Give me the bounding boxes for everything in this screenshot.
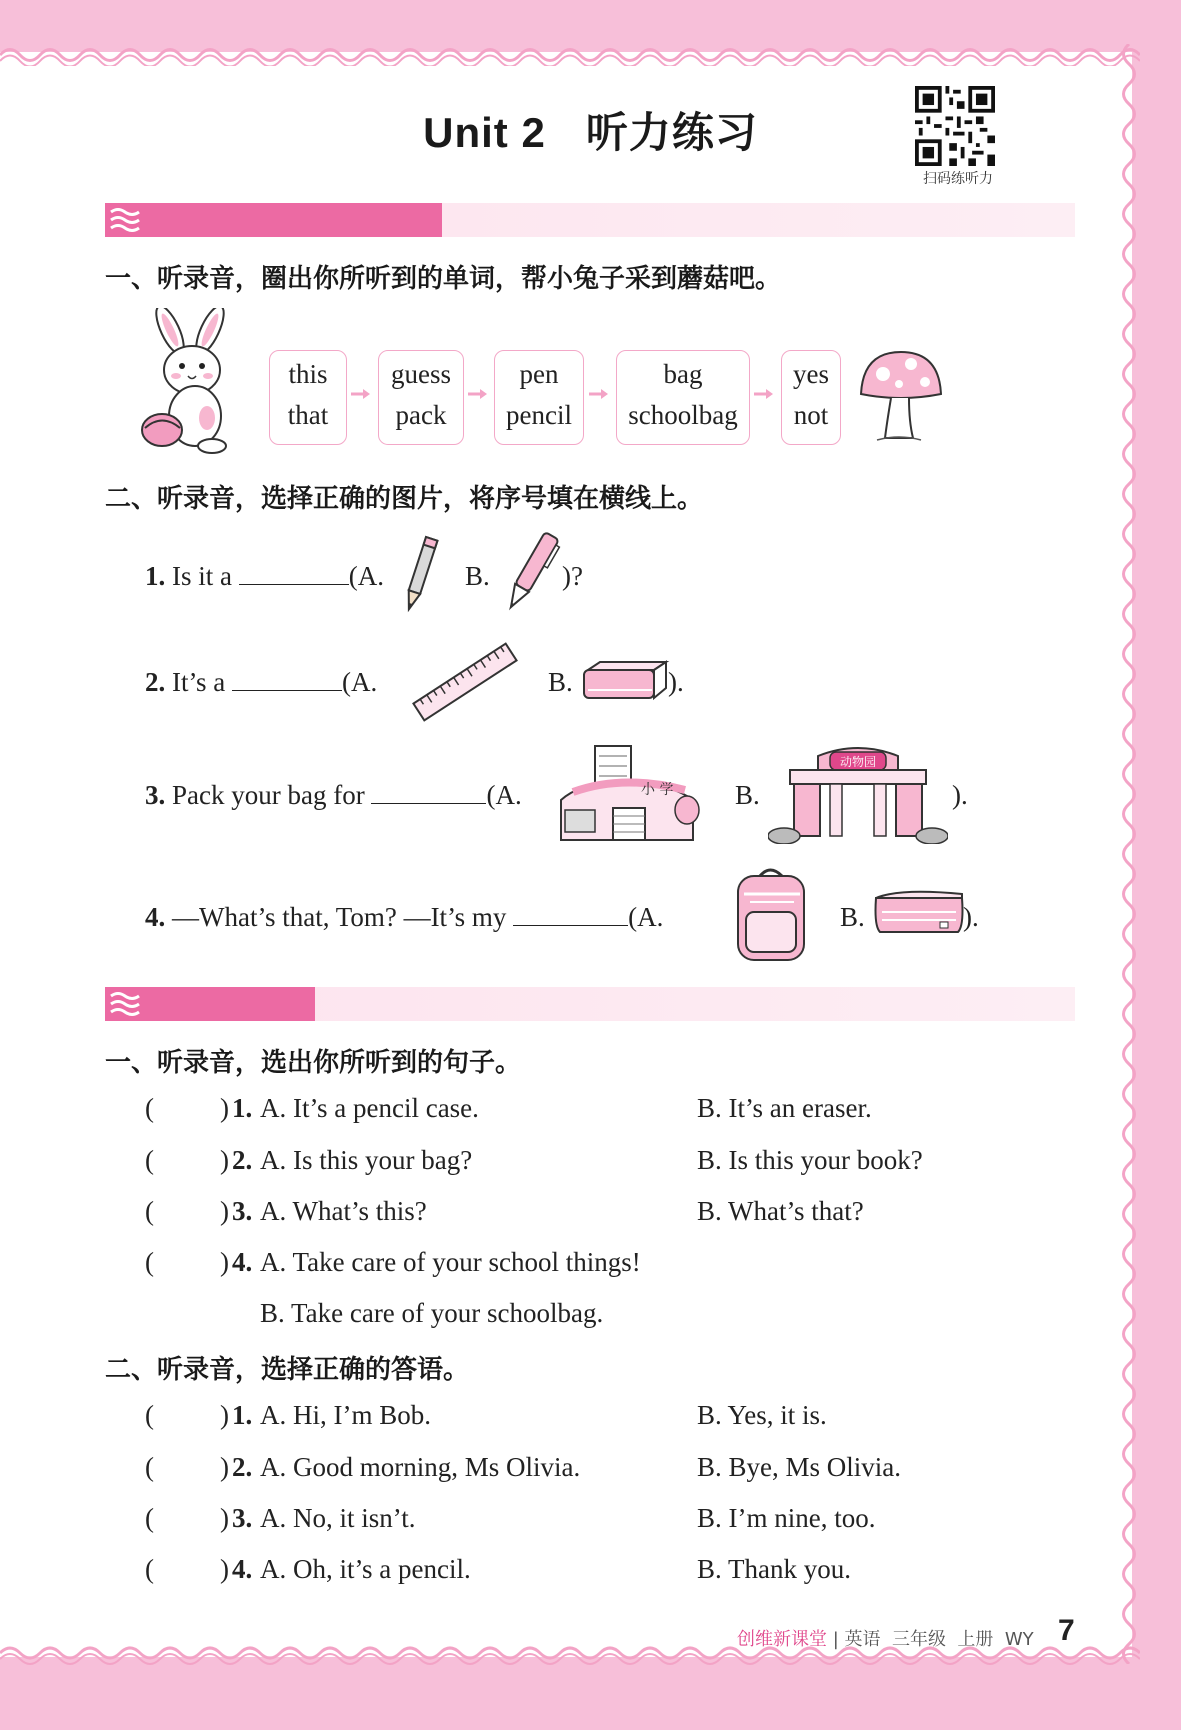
answer-blank[interactable] (371, 781, 486, 804)
word-option[interactable]: pack (395, 400, 447, 430)
word-option[interactable]: not (793, 400, 829, 430)
item-number: 2. (232, 1145, 253, 1175)
answer-paren[interactable]: ( (145, 1452, 154, 1482)
section2-part2-instruction: 二、听录音，选择正确的答语。 (105, 1355, 470, 1385)
word-box-3[interactable] (494, 350, 584, 445)
item-number: 4. (232, 1247, 253, 1277)
choice-option-b[interactable]: B. Bye, Ms Olivia. (697, 1452, 902, 1482)
answer-paren-close: ) (220, 1503, 229, 1533)
wave-icon (109, 991, 145, 1017)
answer-blank[interactable] (232, 668, 342, 691)
word-option[interactable]: guess (391, 359, 451, 389)
arrow-icon (588, 387, 610, 401)
item-number: 2. (232, 1452, 253, 1482)
school-sign: 小 学 (641, 782, 674, 798)
word-box-4[interactable] (616, 350, 750, 445)
word-box-5[interactable] (781, 350, 841, 445)
qr-code[interactable] (915, 86, 995, 166)
option-b-label: B. (840, 902, 865, 932)
question-end: )? (562, 561, 583, 591)
option-b-label: B. (465, 561, 490, 591)
qr-caption: 扫码练听力 (923, 171, 993, 187)
page-title: Unit 2 听力练习 (423, 109, 758, 156)
word-option[interactable]: bag (663, 359, 703, 389)
word-option[interactable]: this (288, 359, 328, 389)
option-b-label: B. (735, 780, 760, 810)
option-b-label: B. (548, 667, 573, 697)
choice-option-a[interactable]: A. What’s this? (260, 1196, 427, 1226)
answer-paren-close: ) (220, 1196, 229, 1226)
footer-book-info: | 英语 三年级 上册 WY (827, 1629, 1034, 1650)
choice-option-b[interactable]: B. Thank you. (697, 1554, 851, 1584)
schoolbag-picture (730, 866, 812, 966)
answer-paren[interactable]: ( (145, 1196, 154, 1226)
answer-paren[interactable]: ( (145, 1554, 154, 1584)
pencil-case-picture (870, 886, 968, 938)
answer-paren[interactable]: ( (145, 1400, 154, 1430)
item-number: 1. (232, 1400, 253, 1430)
question-1: 1. Is it a (A. (145, 561, 384, 591)
answer-paren[interactable]: ( (145, 1145, 154, 1175)
mushroom-picture (855, 350, 947, 445)
choice-option-b[interactable]: B. What’s that? (697, 1196, 864, 1226)
choice-option-a[interactable]: A. Good morning, Ms Olivia. (260, 1452, 581, 1482)
question-end: ). (668, 667, 684, 697)
item-number: 1. (232, 1093, 253, 1123)
ruler-picture (408, 640, 523, 725)
section-tab-speed-up: Speed up (105, 987, 315, 1021)
question-3: 3. Pack your bag for (A. (145, 780, 522, 810)
choice-option-b[interactable]: B. Yes, it is. (697, 1400, 827, 1430)
word-option[interactable]: pen (519, 359, 559, 389)
word-option[interactable]: that (287, 400, 329, 430)
footer-info (737, 1625, 1034, 1651)
choice-option-a[interactable]: A. Hi, I’m Bob. (260, 1400, 431, 1430)
answer-paren-close: ) (220, 1093, 229, 1123)
arrow-icon (467, 387, 489, 401)
book-picture (580, 660, 670, 704)
section-bar-get-ready (105, 203, 1075, 269)
item-number: 3. (232, 1503, 253, 1533)
section1-part2-instruction: 二、听录音，选择正确的图片，将序号填在横线上。 (105, 484, 704, 514)
word-option[interactable]: schoolbag (628, 400, 738, 430)
pencil-picture (400, 535, 440, 615)
word-box-1[interactable] (269, 350, 347, 445)
answer-paren-close: ) (220, 1247, 229, 1277)
answer-paren-close: ) (220, 1145, 229, 1175)
answer-paren[interactable]: ( (145, 1247, 154, 1277)
footer-brand: 创维新课堂 (737, 1629, 827, 1650)
answer-paren[interactable]: ( (145, 1503, 154, 1533)
choice-option-a[interactable]: A. It’s a pencil case. (260, 1093, 479, 1123)
zoo-gate-picture (768, 742, 948, 844)
arrow-icon (350, 387, 372, 401)
arrow-icon (753, 387, 775, 401)
school-picture (553, 740, 703, 845)
section1-part1-instruction: 一、听录音，圈出你所听到的单词，帮小兔子采到蘑菇吧。 (105, 264, 782, 294)
choice-option-a[interactable]: A. Oh, it’s a pencil. (260, 1554, 471, 1584)
page-number: 7 (1058, 1614, 1075, 1647)
word-option[interactable]: yes (793, 359, 829, 389)
choice-option-b[interactable]: B. I’m nine, too. (697, 1503, 876, 1533)
answer-paren[interactable]: ( (145, 1093, 154, 1123)
wave-icon (109, 207, 145, 233)
word-box-2[interactable] (378, 350, 464, 445)
answer-paren-close: ) (220, 1400, 229, 1430)
section-tab-get-ready: Get ready Start up (105, 203, 442, 237)
choice-option-a[interactable]: A. Is this your bag? (260, 1145, 473, 1175)
choice-option-a[interactable]: A. Take care of your school things! (260, 1247, 641, 1277)
question-end: ). (952, 780, 968, 810)
rabbit-picture (140, 308, 250, 458)
zoo-sign: 动物园 (839, 755, 877, 769)
answer-blank[interactable] (239, 562, 349, 585)
question-end: ). (963, 902, 979, 932)
choice-option-b[interactable]: B. Is this your book? (697, 1145, 923, 1175)
choice-option-b[interactable]: B. Take care of your schoolbag. (260, 1298, 604, 1328)
pen-picture (495, 528, 565, 620)
answer-paren-close: ) (220, 1554, 229, 1584)
choice-option-a[interactable]: A. No, it isn’t. (260, 1503, 416, 1533)
question-2: 2. It’s a (A. (145, 667, 378, 697)
answer-blank[interactable] (513, 903, 628, 926)
item-number: 3. (232, 1196, 253, 1226)
choice-option-b[interactable]: B. It’s an eraser. (697, 1093, 872, 1123)
section2-part1-instruction: 一、听录音，选出你所听到的句子。 (105, 1048, 522, 1078)
question-4: 4. —What’s that, Tom? —It’s my (A. (145, 902, 664, 932)
word-option[interactable]: pencil (506, 400, 572, 430)
item-number: 4. (232, 1554, 253, 1584)
section-bar-speed-up (105, 987, 1075, 1053)
answer-paren-close: ) (220, 1452, 229, 1482)
